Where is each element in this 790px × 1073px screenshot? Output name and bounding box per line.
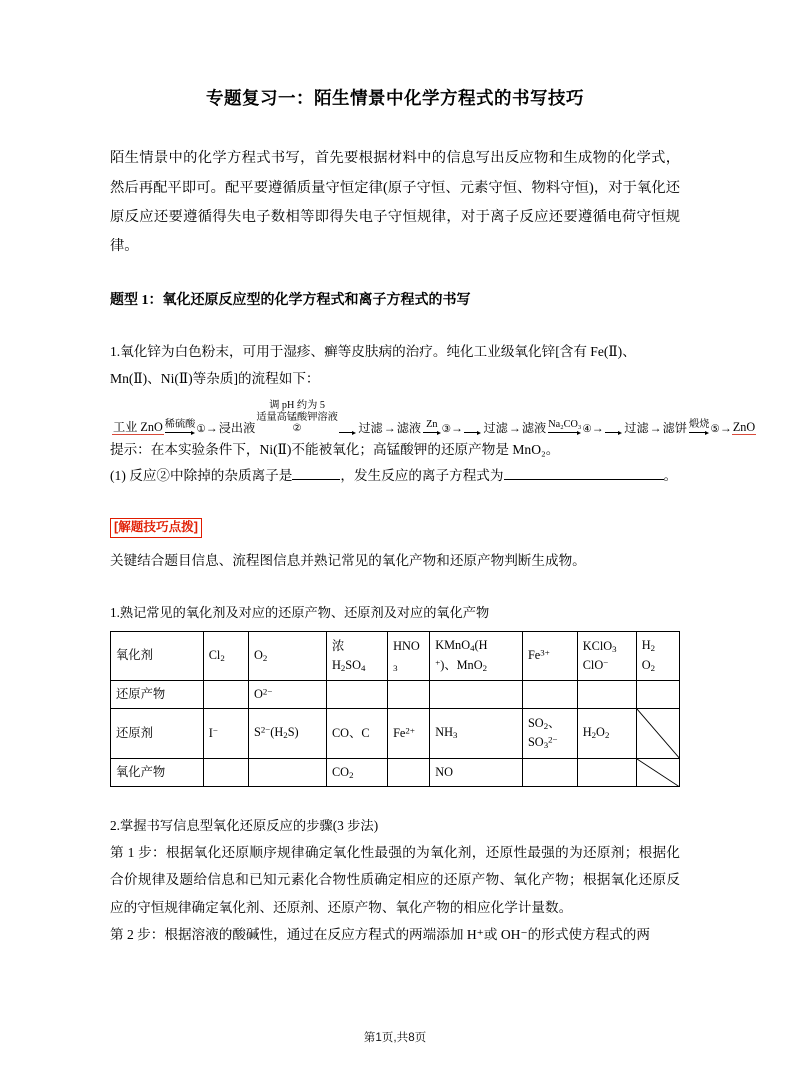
sub-question-1-part-c: 。 [663,468,678,484]
cell-reductant-3: CO、C [326,708,387,758]
flow-step-1-number: ① [196,423,206,435]
row-header-reductant: 还原剂 [111,708,204,758]
diagonal-line-icon [637,759,679,787]
question-line-1: 1.氧化锌为白色粉末，可用于湿疹、癣等皮肤病的治疗。纯化工业级氧化锌[含有 Fe(Ⅱ)、 [110,344,636,360]
cell-redprod-5 [430,680,523,708]
cell-redprod-1 [203,680,248,708]
flow-arrow-5-line [548,431,581,435]
flow-step-3-number: ③ [441,423,451,435]
answer-blank-long[interactable] [504,479,664,480]
row-header-oxidation-product: 氧化产物 [111,758,204,787]
flow-arrow-4 [463,431,483,435]
flow-node-filter-3: 过滤 [624,420,649,435]
flow-node-start: 工业 ZnO [113,419,163,434]
cell-oxidant-5: KMnO$_4$(H +)、MnO$_2$ [430,632,523,680]
step-2-paragraph: 第 2 步：根据溶液的酸碱性，通过在反应方程式的两端添加 H⁺或 OH⁻的形式使方程式的两 [110,926,650,942]
flow-node-filter-1: 过滤 [358,420,383,435]
flow-node-leachate-1: 浸出液 [218,420,256,435]
flow-step-4-number: ④ [582,423,592,435]
sub-question-1 [110,463,680,490]
cell-oxprod-1 [203,758,248,787]
cell-oxidant-8: $H_2$ $O_2$ [636,632,679,680]
cell-redprod-3 [326,680,387,708]
cell-oxprod-4 [388,758,430,787]
intro-paragraph: 陌生情景中的化学方程式书写，首先要根据材料中的信息写出反应物和生成物的化学式，然后再配平即可。配平要遵循质量守恒定律(原子守恒、元素守恒、物料守恒)，对于氧化还原反应还要遵循得失电子数相等即得失电子守恒规律，对于离子反应还要遵循电荷守恒规律。 [110,150,680,255]
flow-arrow-7-line [689,431,709,435]
flow-calcine-label: 煅烧 [689,419,710,431]
flow-ph-label: 调 pH 约为 5 [269,400,325,412]
section-heading: 题型 1：氧化还原反应型的化学方程式和离子方程式的书写 [110,293,471,309]
page-footer: 第1页,共8页 [363,1031,427,1044]
cell-redprod-8 [636,680,679,708]
flow-arrow-1-line [165,431,196,435]
cell-oxprod-3: $CO_2$ [326,758,387,787]
redox-reagents-table [110,631,680,787]
question-block [110,339,756,489]
flow-arrow-3 [422,419,442,434]
step-1-paragraph: 第 1 步：根据氧化还原顺序规律确定氧化性最强的为氧化剂，还原性最强的为还原剂；根据化合价规律及题给信息和已知元素化合物性质确定相应的还原产物、氧化产物；根据氧化还原反应的守恒规律确定氧化剂、还原剂、还原产物、氧化产物的相应化学计量数。 [110,845,680,915]
table-row [111,758,680,787]
cell-reductant-8-diagonal [636,708,679,758]
flow-node-filtrate-2: 滤液 [521,420,547,435]
flow-arrow-4-line [464,431,482,435]
table-caption: 1.熟记常见的氧化剂及对应的还原产物、还原剂及对应的氧化产物 [110,604,490,620]
flow-arrow-2 [338,431,358,435]
cell-oxidant-7: KClO$_3$ ClO− [577,632,636,680]
question-line-2: Mn(Ⅱ)、Ni(Ⅱ)等杂质]的流程如下： [110,370,320,386]
cell-oxidant-6: $Fe^{3+}$ [522,632,577,680]
cell-oxprod-7 [577,758,636,787]
intro-section [110,144,680,261]
cell-oxidant-3: 浓 $H_2SO_4$ [326,632,387,680]
cell-reductant-1: I− [203,708,248,758]
flow-step-2-number: ② [292,423,302,435]
cell-oxprod-2 [249,758,327,787]
flow-node-filter-2: 过滤 [483,420,508,435]
row-header-reduction-product: 还原产物 [111,680,204,708]
cell-oxprod-5: NO [430,758,523,787]
flow-node-filter-cake: 滤饼 [662,420,688,435]
cell-reductant-2: $S^{2-}(H_2S)$ [249,708,327,758]
cell-redprod-6 [522,680,577,708]
flow-step-5-number: ⑤ [710,423,720,435]
flow-arrowhead-5: → [591,421,604,436]
flow-arrow-7 [688,419,710,434]
flow-reagent-2 [256,400,338,434]
cell-reductant-6: $SO_2$、 $SO_3^{2-}$ [522,708,577,758]
flow-node-end: ZnO [732,419,756,434]
cell-reductant-7: $H_2O_2$ [577,708,636,758]
cell-redprod-2: $O^{2-}$ [249,680,327,708]
flow-zn-label: Zn [426,419,438,431]
row-header-oxidant: 氧化剂 [111,632,204,680]
answer-blank-short[interactable] [292,479,340,480]
flow-arrow-5 [547,419,582,434]
table-row [111,708,680,758]
steps-section [110,813,680,948]
cell-oxidant-2: $O_2$ [249,632,327,680]
question-hint: 提示：在本实验条件下，Ni(Ⅱ)不能被氧化；高锰酸钾的还原产物是 MnO₂。 [110,441,560,457]
flow-arrowhead-6: → [649,421,662,436]
flow-arrow-6-line [605,431,623,435]
steps-title: 2.掌握书写信息型氧化还原反应的步骤(3 步法) [110,818,379,834]
page-title: 专题复习一：陌生情景中化学方程式的书写技巧 [206,88,584,108]
cell-oxidant-1: $Cl_2$ [203,632,248,680]
flow-kmno4-label: 适量高锰酸钾溶液 [256,411,338,423]
flow-arrowhead-7: → [719,421,732,436]
flow-arrowhead-2: → [383,421,396,436]
flow-na2co3-label: Na₂CO₃ [548,419,582,431]
cell-redprod-4 [388,680,430,708]
flow-arrowhead-1: → [205,421,218,436]
cell-reductant-4: $Fe^{2+}$ [388,708,430,758]
table-row [111,632,680,680]
cell-oxprod-8-diagonal [636,758,679,787]
flow-arrow-2-line [339,431,357,435]
diagonal-line-icon [637,709,679,758]
flow-arrow-1 [164,419,197,434]
cell-oxidant-4: HNO $_3$ [388,632,430,680]
sub-question-1-part-b: ，发生反应的离子方程式为 [340,468,504,484]
flow-arrowhead-4: → [508,421,521,436]
cell-oxprod-6 [522,758,577,787]
tip-badge: [解题技巧点拨] [110,518,202,538]
table-row [111,680,680,708]
cell-reductant-5: $NH_3$ [430,708,523,758]
flow-arrow-6 [604,431,624,435]
flow-arrow-1-label: 稀硫酸 [164,419,196,431]
process-flow-diagram [110,400,756,436]
tip-body: 关键结合题目信息、流程图信息并熟记常见的氧化产物和还原产物判断生成物。 [110,552,586,568]
flow-arrow-3-line [423,431,441,435]
flow-node-filtrate-1: 滤液 [396,420,422,435]
sub-question-1-part-a: (1) 反应②中除掉的杂质离子是 [110,468,293,484]
cell-redprod-7 [577,680,636,708]
flow-arrowhead-3: → [450,421,463,436]
tip-section [110,518,680,574]
